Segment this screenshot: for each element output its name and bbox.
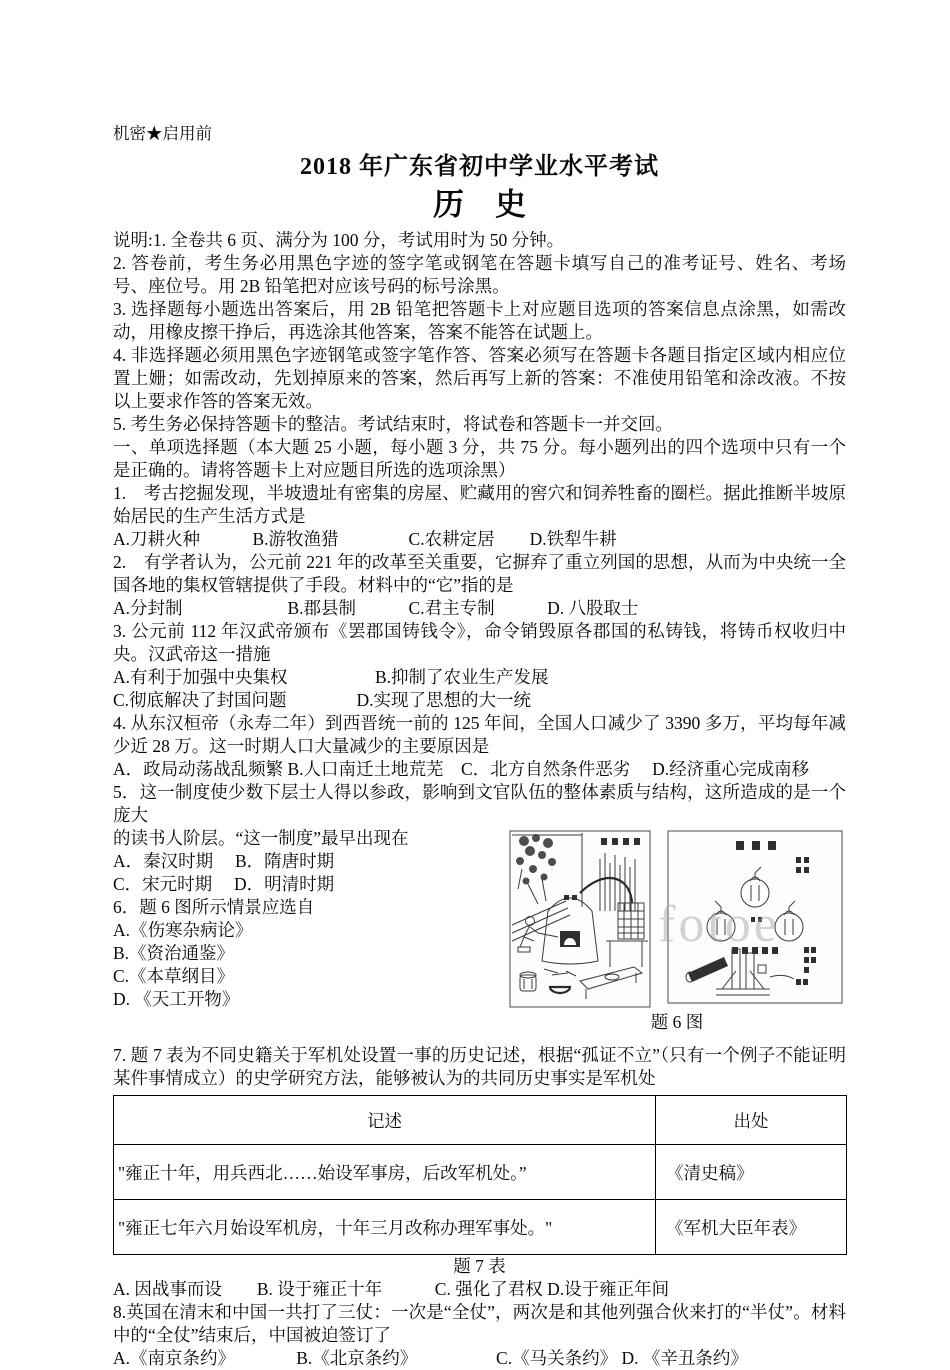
figure-illustration <box>508 829 846 1009</box>
table-cell-record-2: "雍正七年六月始设军机房，十年三月改称办理军事处。" <box>114 1200 656 1255</box>
question-2-stem: 2. 有学者认为，公元前 221 年的改革至关重要，它摒弃了重立列国的思想，从而为中央统一全国各地的集权管辖提供了手段。材料中的“它”指的是 <box>113 552 846 595</box>
question-4-options: A．政局动荡战乱频繁 B.人口南迁土地荒芜 C．北方自然条件恶劣 D.经济重心完成南移 <box>113 759 810 779</box>
question-1 <box>113 482 846 551</box>
photo-agency-watermark: fotoe <box>658 896 780 953</box>
question-4 <box>113 712 846 781</box>
question-2 <box>113 551 846 620</box>
question-5-stem-line1: 5．这一制度使少数下层士人得以参政，影响到文官队伍的整体素质与结构，这所造成的是一个庞大 <box>113 782 846 825</box>
table-header-row <box>114 1096 847 1145</box>
table-header-record: 记述 <box>114 1096 656 1145</box>
instruction-item-4: 4. 非选择题必须用黑色字迹钢笔或签字笔作答、答案必须写在答题卡各题目指定区域内相应位置上姗；如需改动，先划掉原来的答案，然后再写上新的答案：不准使用铅笔和涂改液。不按以上要求作答的答案无效。 <box>113 345 846 411</box>
question-7-options: A. 因战事而设 B. 设于雍正十年 C. 强化了君权 D.设于雍正年间 <box>113 1279 670 1299</box>
question-8-stem: 8.英国在清末和中国一共打了三仗：一次是“全仗”，两次是和其他列强合伙来打的“半仗”。材料中的“全仗”结束后，中国被迫签订了 <box>113 1302 846 1345</box>
question-6-figure <box>508 829 846 1034</box>
question-5-options-cd: C．宋元时期 D．明清时期 <box>113 874 335 894</box>
exam-subject-title: 历 史 <box>433 187 526 222</box>
table-row <box>114 1145 847 1200</box>
question-7 <box>113 1040 846 1301</box>
question-6-option-d: D. 《天工开物》 <box>113 989 240 1009</box>
question-6-option-c: C.《本草纲目》 <box>113 966 235 986</box>
exam-instructions <box>113 229 846 436</box>
question-5-options-ab: A．秦汉时期 B．隋唐时期 <box>113 851 335 871</box>
table-cell-source-2: 《军机大臣年表》 <box>656 1200 847 1255</box>
question-1-stem: 1. 考古挖掘发现，半坡遗址有密集的房屋、贮藏用的窖穴和饲养牲畜的圈栏。据此推断半坡原始居民的生产生活方式是 <box>113 483 846 526</box>
question-5-stem-line2: 的读书人阶层。“这一制度”最早出现在 <box>113 828 409 848</box>
question-5-6-block <box>113 781 846 1032</box>
question-3 <box>113 620 846 712</box>
instruction-item-2: 2. 答卷前，考生务必用黑色字迹的签字笔或钢笔在答题卡填写自己的准考证号、姓名、考场号、座位号。用 2B 铅笔把对应该号码的标号涂黑。 <box>113 253 846 296</box>
question-8 <box>113 1301 846 1370</box>
question-3-stem: 3. 公元前 112 年汉武帝颁布《罢郡国铸钱令》，命令销毁原各郡国的私铸钱，将铸币权收归中央。汉武帝这一措施 <box>113 621 846 664</box>
table-cell-record-1: "雍正十年，用兵西北……始设军事房，后改军机处。” <box>114 1145 656 1200</box>
instruction-item-3: 3. 选择题每小题选出答案后，用 2B 铅笔把答题卡上对应题目选项的答案信息点涂黑，如需改动，用橡皮擦干挣后，再选涂其他答案，答案不能答在试题上。 <box>113 299 846 342</box>
question-8-options: A.《南京条约》 B.《北京条约》 C.《马关条约》 D. 《辛丑条约》 <box>113 1348 748 1368</box>
question-4-stem: 4. 从东汉桓帝（永寿二年）到西晋统一前的 125 年间，全国人口减少了 3390 多万，平均每年减少近 28 万。这一时期人口大量减少的主要原因是 <box>113 713 846 756</box>
figure-left-panel <box>510 831 650 1007</box>
table-row <box>114 1200 847 1255</box>
question-6-option-b: B.《资治通鉴》 <box>113 943 235 963</box>
question-7-stem: 7. 题 7 表为不同史籍关于军机处设置一事的历史记述，根据“孤证不立”（只有一个例子不能证明某件事情成立）的史学研究方法，能够被认为的共同历史事实是军机处 <box>113 1045 846 1088</box>
question-7-table-caption: 题 7 表 <box>453 1256 506 1276</box>
question-1-options: A.刀耕火种 B.游牧渔猎 C.农耕定居 D.铁犁牛耕 <box>113 529 617 549</box>
question-3-options-cd: C.彻底解决了封国问题 D.实现了思想的大一统 <box>113 690 532 710</box>
table-cell-source-1: 《清史稿》 <box>656 1145 847 1200</box>
question-6-stem: 6．题 6 图所示情景应选自 <box>113 897 315 917</box>
question-6-figure-caption: 题 6 图 <box>650 1012 704 1032</box>
instruction-item-5: 5. 考生务必保持答题卡的整洁。考试结束时，将试卷和答题卡一并交回。 <box>113 414 673 434</box>
table-header-source: 出处 <box>656 1096 847 1145</box>
instruction-item-1: 说明:1. 全卷共 6 页、满分为 100 分，考试用时为 50 分钟。 <box>113 230 565 250</box>
exam-title: 2018 年广东省初中学业水平考试 <box>300 154 659 180</box>
question-3-options-ab: A.有利于加强中央集权 B.抑制了农业生产发展 <box>113 667 549 687</box>
section-1-heading: 一、单项选择题（本大题 25 小题，每小题 3 分，共 75 分。每小题列出的四个选项中只有一个是正确的。请将答题卡上对应题目所选的选项涂黑） <box>113 437 846 480</box>
question-7-table <box>113 1095 847 1255</box>
confidential-notice: 机密★启用前 <box>113 124 212 143</box>
figure-right-panel <box>668 831 842 1003</box>
question-6-option-a: A.《伤寒杂病论》 <box>113 920 253 940</box>
question-2-options: A.分封制 B.郡县制 C.君主专制 D. 八股取士 <box>113 598 639 618</box>
